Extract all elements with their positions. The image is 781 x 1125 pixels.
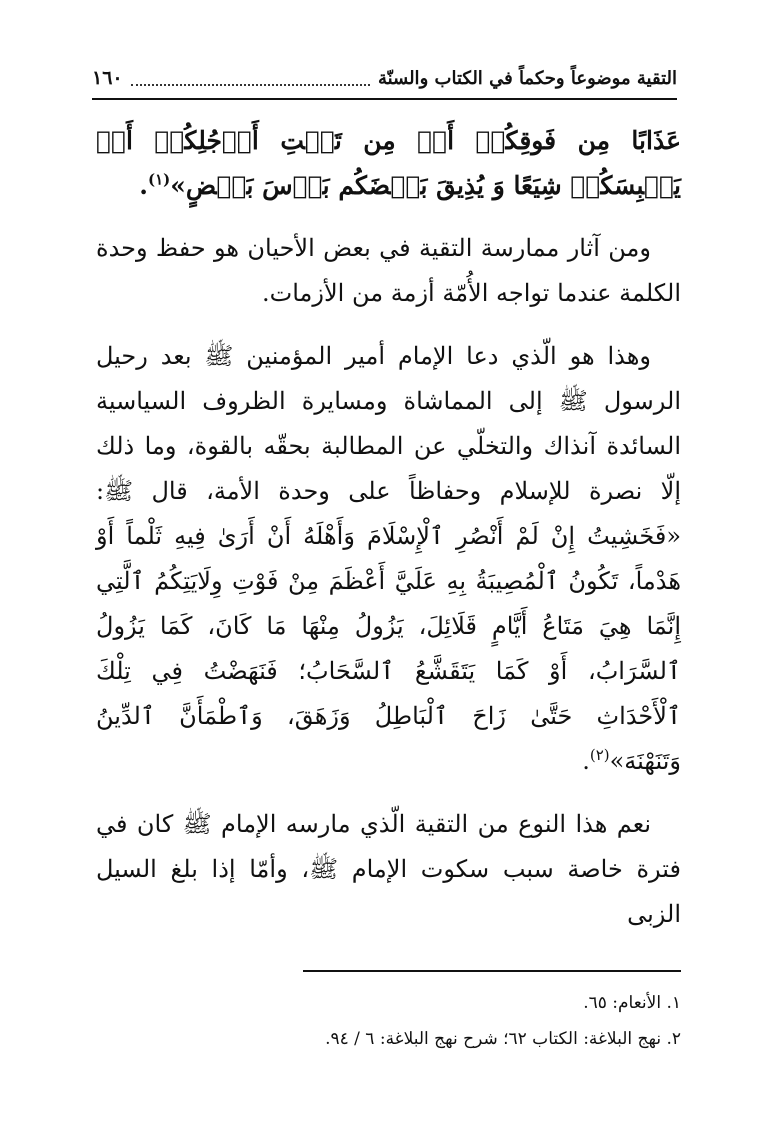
footnote-2: ٢. نهج البلاغة: الكتاب ٦٢؛ شرح نهج البلاغة: ٦ / ٩٤. [325, 1029, 681, 1049]
paragraph-4-text: نعم هذا النوع من التقية الّذي مارسه الإمام ﷺ كان في فترة خاصة سبب سكوت الإمام ﷺ، وأمّا إذا بلغ السيل الزبى [96, 810, 681, 928]
footnote-divider [303, 970, 681, 972]
page-number: ١٦٠ [92, 67, 123, 89]
footnotes [96, 985, 681, 1057]
paragraph-3: وهذا هو الّذي دعا الإمام أمير المؤمنين ﷺ بعد رحيل الرسول ﷺ إلى المماشاة ومسايرة الظروف السياسية السائدة آنذاك والتخلّي عن المطالبة بحقّه بالقوة، وما ذلك إلّا نصرة للإسلام وحفاظاً على وحدة الأمة، قال ﷺ: «فَخَشِيتُ إِنْ لَمْ أَنْصُرِ ٱلْإِسْلَامَ وَأَهْلَهُ أَنْ أَرَىٰ فِيهِ ثَلْماً أَوْ هَدْماً، تَكُونُ ٱلْمُصِيبَةُ بِهِ عَلَيَّ أَعْظَمَ مِنْ فَوْتِ وِلَايَتِكُمُ ٱلَّتِي إِنَّمَا هِيَ مَتَاعُ أَيَّامٍ قَلَائِلَ، يَزُولُ مِنْهَا مَا كَانَ، كَمَا يَزُولُ ٱلسَّرَابُ، أَوْ كَمَا يَتَقَشَّعُ ٱلسَّحَابُ؛ فَنَهَضْتُ فِي تِلْكَ ٱلْأَحْدَاثِ حَتَّىٰ زَاحَ ٱلْبَاطِلُ وَزَهَقَ، وَٱطْمَأَنَّ ٱلدِّينُ وَتَنَهْنَهَ»$^{(٢)}$. [96, 342, 682, 775]
running-header [92, 58, 677, 100]
footnote-ref-2: (٢) [589, 746, 610, 764]
paragraph-2 [96, 226, 681, 316]
paragraph-2-text: ومن آثار ممارسة التقية في بعض الأحيان هو حفظ وحدة الكلمة عندما تواجه الأُمّة أزمة من الأزمات. [96, 234, 681, 307]
body-text [96, 118, 681, 955]
header-title: التقية موضوعاً وحكماً في الكتاب والسنّة [377, 67, 677, 89]
quran-verse-text: عَذَابًا مِن فَوقِكُمۡ أَوۡ مِن تَحۡتِ أَرۡجُلِكُمۡ أَوۡ يَلۡبِسَكُمۡ شِيَعًا وَ يُذِيقَ بَعۡضَكُم بَأۡسَ بَعۡضٍ» [96, 126, 681, 200]
paragraph-4 [96, 802, 681, 937]
footnote-ref-1: (١) [147, 170, 171, 189]
header-dot-leader [131, 70, 370, 86]
quran-verse-paragraph: عَذَابًا مِن فَوقِكُمۡ أَوۡ مِن تَحۡتِ أَرۡجُلِكُمۡ أَوۡ يَلۡبِسَكُمۡ شِيَعًا وَ يُذِيقَ بَعۡضَكُم بَأۡسَ بَعۡضٍ»$^{(١)}$. [96, 126, 681, 200]
footnote-1: ١. الأنعام: ٦٥. [583, 993, 681, 1013]
paragraph-3-text: وهذا هو الّذي دعا الإمام أمير المؤمنين ﷺ بعد رحيل الرسول ﷺ إلى المماشاة ومسايرة الظروف السياسية السائدة آنذاك والتخلّي عن المطالبة بحقّه بالقوة، وما ذلك إلّا نصرة للإسلام وحفاظاً على وحدة الأمة، قال ﷺ: «فَخَشِيتُ إِنْ لَمْ أَنْصُرِ ٱلْإِسْلَامَ وَأَهْلَهُ أَنْ أَرَىٰ فِيهِ ثَلْماً أَوْ هَدْماً، تَكُونُ ٱلْمُصِيبَةُ بِهِ عَلَيَّ أَعْظَمَ مِنْ فَوْتِ وِلَايَتِكُمُ ٱلَّتِي إِنَّمَا هِيَ مَتَاعُ أَيَّامٍ قَلَائِلَ، يَزُولُ مِنْهَا مَا كَانَ، كَمَا يَزُولُ ٱلسَّرَابُ، أَوْ كَمَا يَتَقَشَّعُ ٱلسَّحَابُ؛ فَنَهَضْتُ فِي تِلْكَ ٱلْأَحْدَاثِ حَتَّىٰ زَاحَ ٱلْبَاطِلُ وَزَهَقَ، وَٱطْمَأَنَّ ٱلدِّينُ وَتَنَهْنَهَ» [96, 342, 682, 775]
